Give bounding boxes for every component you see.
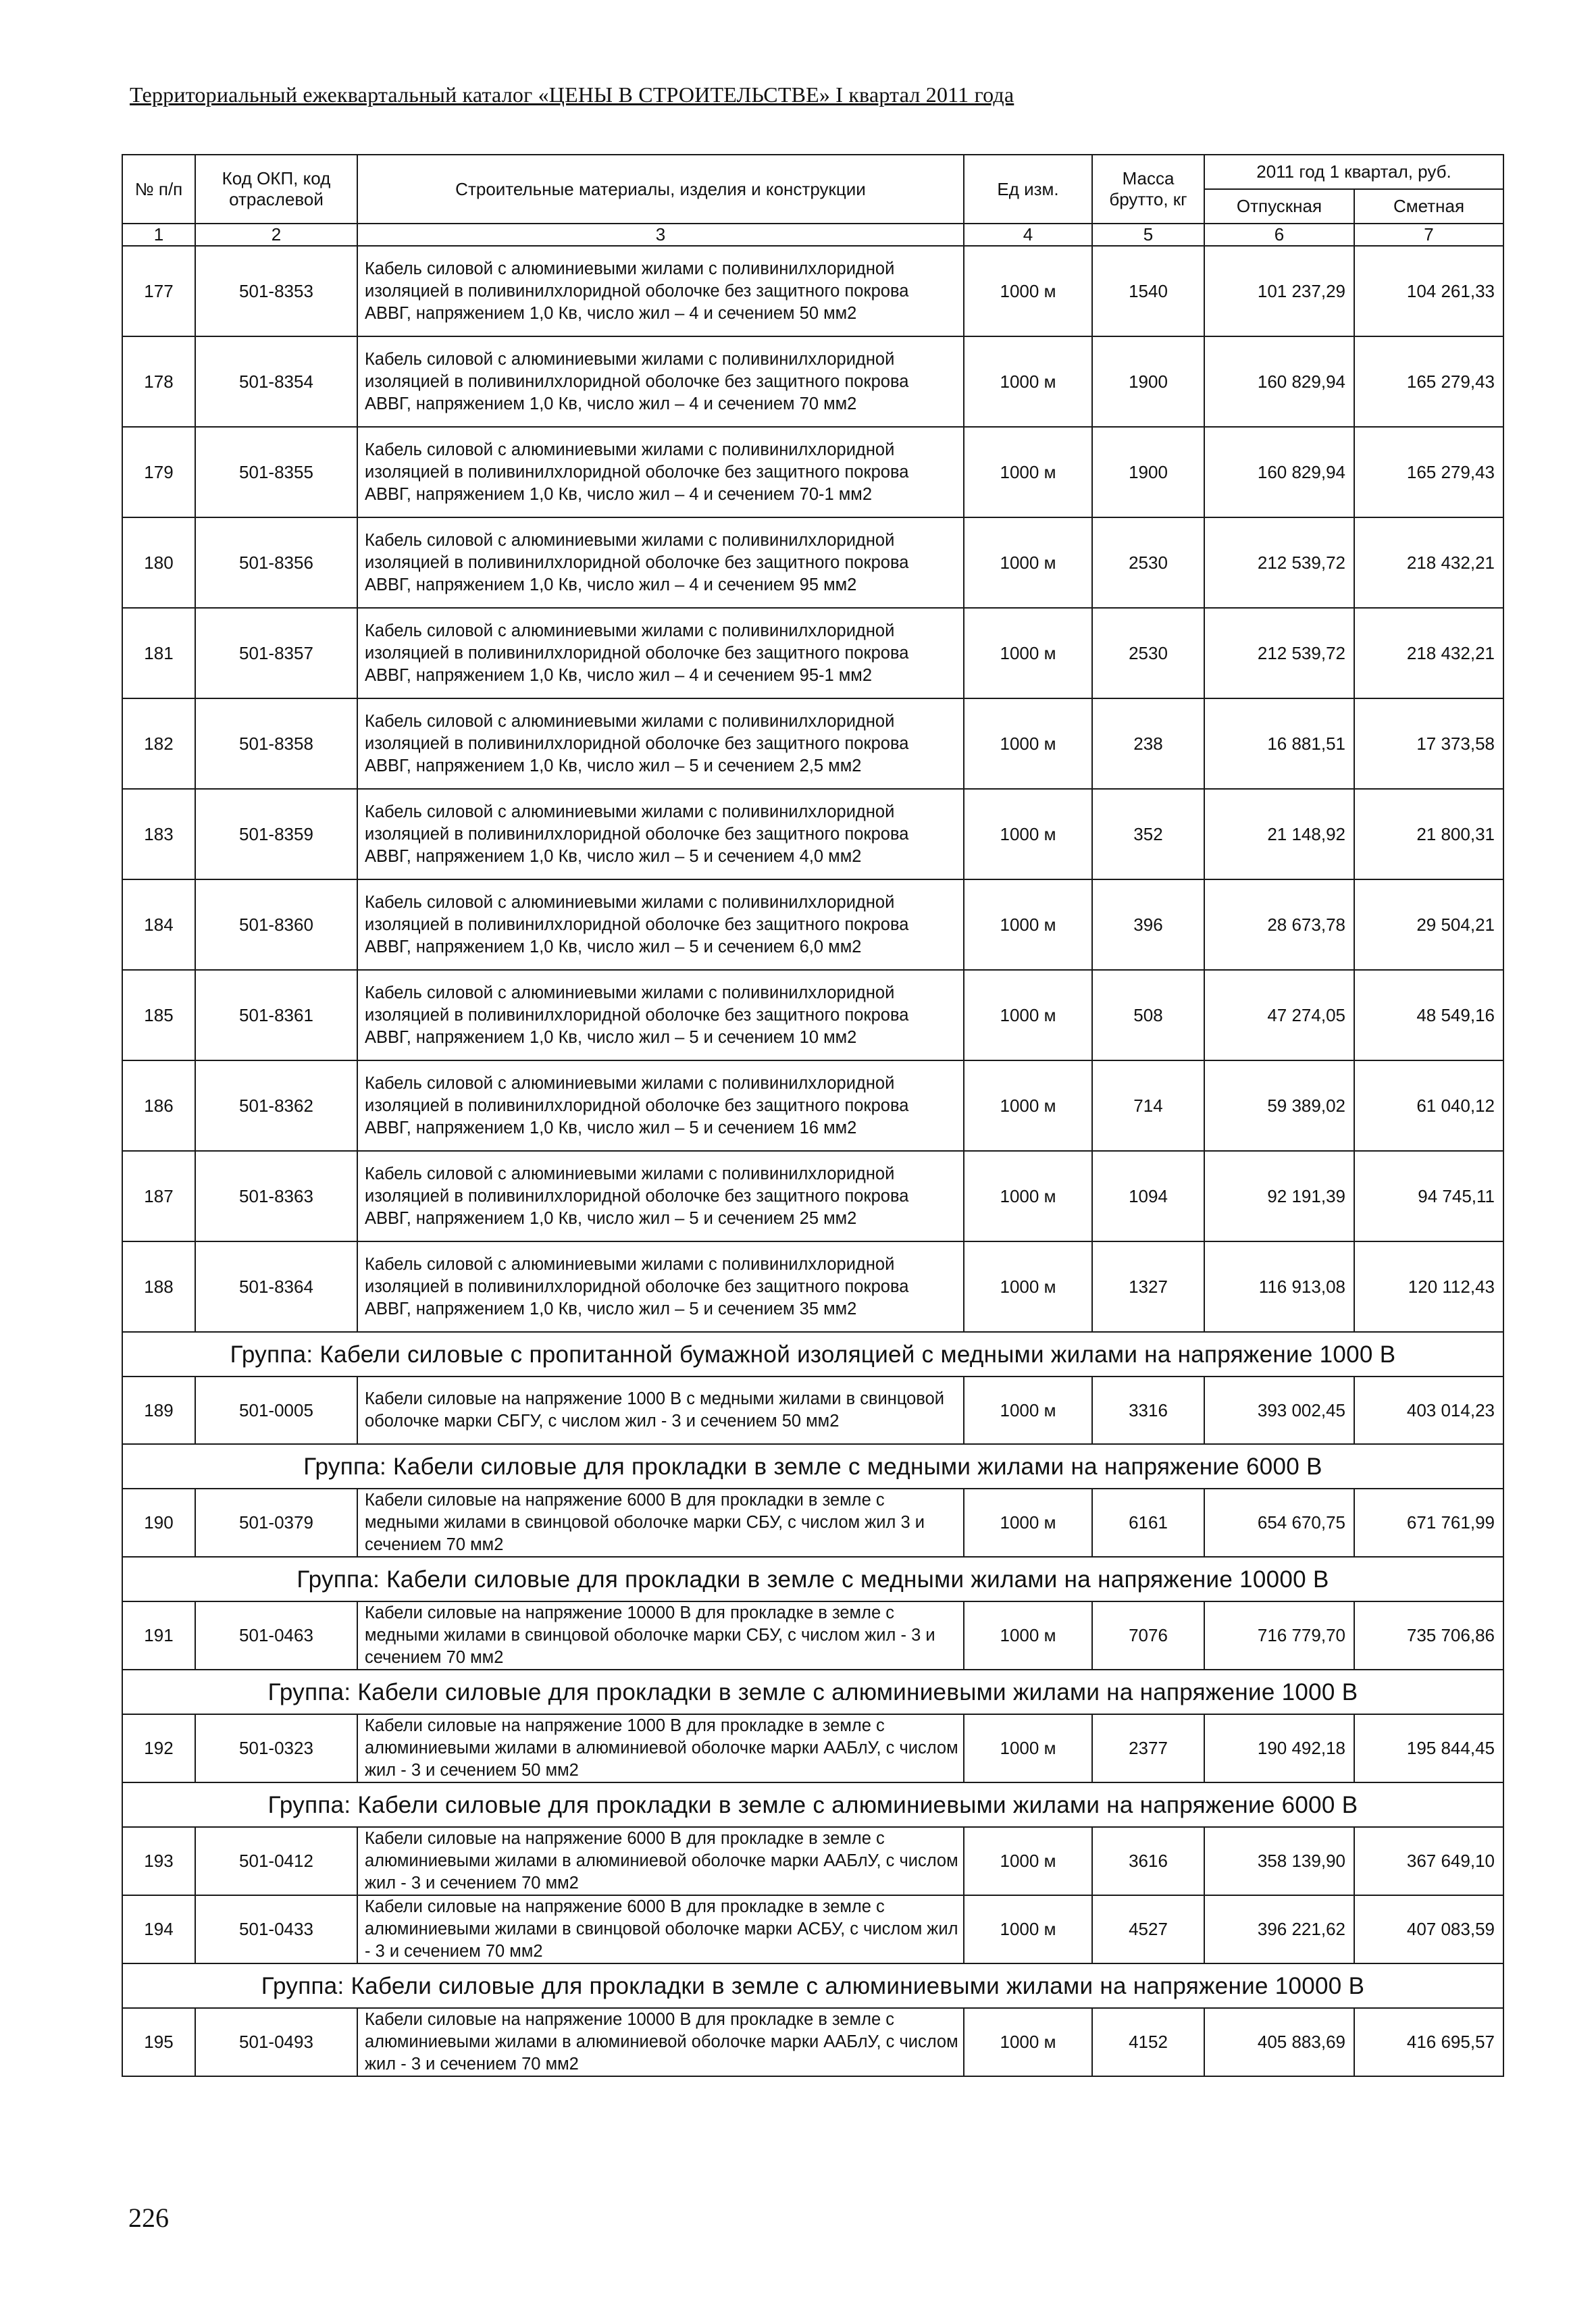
row-number: 190 xyxy=(122,1489,195,1557)
estimate-price: 120 112,43 xyxy=(1354,1241,1503,1332)
material-description: Кабели силовые на напряжение 6000 В для прокладки в земле с медными жилами в свинцовой оболочке марки СБУ, с числом жил 3 и сечением 70 мм2 xyxy=(357,1489,964,1557)
release-price: 396 221,62 xyxy=(1204,1895,1354,1963)
unit-cell: 1000 м xyxy=(964,2008,1092,2076)
mass-cell: 1900 xyxy=(1092,336,1204,427)
material-description: Кабели силовые на напряжение 6000 В для прокладке в земле с алюминиевыми жилами в алюминиевой оболочке марки ААБлУ, с числом жил - 3 и сечением 70 мм2 xyxy=(357,1827,964,1895)
unit-cell: 1000 м xyxy=(964,1895,1092,1963)
mass-cell: 6161 xyxy=(1092,1489,1204,1557)
col-header-release: Отпускная xyxy=(1204,189,1354,224)
release-price: 47 274,05 xyxy=(1204,970,1354,1060)
row-number: 181 xyxy=(122,608,195,698)
unit-cell: 1000 м xyxy=(964,427,1092,517)
group-header-row xyxy=(122,1332,1503,1377)
table-row xyxy=(122,1827,1503,1895)
material-description: Кабель силовой с алюминиевыми жилами с поливинилхлоридной изоляцией в поливинилхлоридной оболочке без защитного покрова АВВГ, напряжением 1,0 Кв, число жил – 5 и сечением 35 мм2 xyxy=(357,1241,964,1332)
group-title: Группа: Кабели силовые для прокладки в земле с алюминиевыми жилами на напряжение 1000 В xyxy=(122,1670,1503,1714)
page-title: Территориальный ежеквартальный каталог «ЦЕНЫ В СТРОИТЕЛЬСТВЕ» I квартал 2011 года xyxy=(130,82,1014,107)
header-row xyxy=(122,155,1503,189)
table-row xyxy=(122,517,1503,608)
row-number: 193 xyxy=(122,1827,195,1895)
unit-cell: 1000 м xyxy=(964,517,1092,608)
estimate-price: 104 261,33 xyxy=(1354,246,1503,336)
release-price: 393 002,45 xyxy=(1204,1377,1354,1444)
material-description: Кабели силовые на напряжение 10000 В для прокладке в земле с медными жилами в свинцовой оболочке марки СБУ, с числом жил - 3 и сечением 70 мм2 xyxy=(357,1601,964,1670)
estimate-price: 416 695,57 xyxy=(1354,2008,1503,2076)
group-title: Группа: Кабели силовые для прокладки в земле с алюминиевыми жилами на напряжение 10000 В xyxy=(122,1963,1503,2008)
column-number: 1 xyxy=(122,224,195,246)
mass-cell: 1094 xyxy=(1092,1151,1204,1241)
table-row xyxy=(122,1489,1503,1557)
okp-code: 501-0005 xyxy=(195,1377,357,1444)
okp-code: 501-0323 xyxy=(195,1714,357,1782)
unit-cell: 1000 м xyxy=(964,879,1092,970)
table-row xyxy=(122,1151,1503,1241)
group-header-row xyxy=(122,1782,1503,1827)
release-price: 59 389,02 xyxy=(1204,1060,1354,1151)
estimate-price: 218 432,21 xyxy=(1354,517,1503,608)
material-description: Кабели силовые на напряжение 6000 В для прокладке в земле с алюминиевыми жилами в свинцовой оболочке марки АСБУ, с числом жил - 3 и сечением 70 мм2 xyxy=(357,1895,964,1963)
row-number: 177 xyxy=(122,246,195,336)
col-header-estimate: Сметная xyxy=(1354,189,1503,224)
material-description: Кабель силовой с алюминиевыми жилами с поливинилхлоридной изоляцией в поливинилхлоридной оболочке без защитного покрова АВВГ, напряжением 1,0 Кв, число жил – 4 и сечением 70-1 мм2 xyxy=(357,427,964,517)
row-number: 180 xyxy=(122,517,195,608)
okp-code: 501-8359 xyxy=(195,789,357,879)
material-description: Кабель силовой с алюминиевыми жилами с поливинилхлоридной изоляцией в поливинилхлоридной оболочке без защитного покрова АВВГ, напряжением 1,0 Кв, число жил – 5 и сечением 16 мм2 xyxy=(357,1060,964,1151)
group-title: Группа: Кабели силовые для прокладки в земле с медными жилами на напряжение 6000 В xyxy=(122,1444,1503,1489)
unit-cell: 1000 м xyxy=(964,1151,1092,1241)
row-number: 187 xyxy=(122,1151,195,1241)
mass-cell: 2377 xyxy=(1092,1714,1204,1782)
column-number: 7 xyxy=(1354,224,1503,246)
column-number: 5 xyxy=(1092,224,1204,246)
okp-code: 501-8358 xyxy=(195,698,357,789)
table-row xyxy=(122,970,1503,1060)
release-price: 654 670,75 xyxy=(1204,1489,1354,1557)
table-row xyxy=(122,789,1503,879)
mass-cell: 2530 xyxy=(1092,517,1204,608)
material-description: Кабель силовой с алюминиевыми жилами с поливинилхлоридной изоляцией в поливинилхлоридной оболочке без защитного покрова АВВГ, напряжением 1,0 Кв, число жил – 5 и сечением 25 мм2 xyxy=(357,1151,964,1241)
group-header-row xyxy=(122,1963,1503,2008)
unit-cell: 1000 м xyxy=(964,1377,1092,1444)
column-number: 3 xyxy=(357,224,964,246)
estimate-price: 195 844,45 xyxy=(1354,1714,1503,1782)
mass-cell: 714 xyxy=(1092,1060,1204,1151)
material-description: Кабели силовые на напряжение 10000 В для прокладке в земле с алюминиевыми жилами в алюминиевой оболочке марки ААБлУ, с числом жил - 3 и сечением 70 мм2 xyxy=(357,2008,964,2076)
unit-cell: 1000 м xyxy=(964,246,1092,336)
table-row xyxy=(122,1895,1503,1963)
mass-cell: 508 xyxy=(1092,970,1204,1060)
okp-code: 501-8364 xyxy=(195,1241,357,1332)
material-description: Кабель силовой с алюминиевыми жилами с поливинилхлоридной изоляцией в поливинилхлоридной оболочке без защитного покрова АВВГ, напряжением 1,0 Кв, число жил – 4 и сечением 95-1 мм2 xyxy=(357,608,964,698)
okp-code: 501-8354 xyxy=(195,336,357,427)
estimate-price: 48 549,16 xyxy=(1354,970,1503,1060)
column-number: 4 xyxy=(964,224,1092,246)
release-price: 116 913,08 xyxy=(1204,1241,1354,1332)
mass-cell: 4527 xyxy=(1092,1895,1204,1963)
table-row xyxy=(122,1601,1503,1670)
release-price: 190 492,18 xyxy=(1204,1714,1354,1782)
group-header-row xyxy=(122,1444,1503,1489)
okp-code: 501-8355 xyxy=(195,427,357,517)
okp-code: 501-8362 xyxy=(195,1060,357,1151)
release-price: 21 148,92 xyxy=(1204,789,1354,879)
estimate-price: 94 745,11 xyxy=(1354,1151,1503,1241)
okp-code: 501-8353 xyxy=(195,246,357,336)
unit-cell: 1000 м xyxy=(964,789,1092,879)
unit-cell: 1000 м xyxy=(964,970,1092,1060)
unit-cell: 1000 м xyxy=(964,1060,1092,1151)
okp-code: 501-0493 xyxy=(195,2008,357,2076)
mass-cell: 2530 xyxy=(1092,608,1204,698)
unit-cell: 1000 м xyxy=(964,1489,1092,1557)
column-number: 2 xyxy=(195,224,357,246)
row-number: 184 xyxy=(122,879,195,970)
release-price: 160 829,94 xyxy=(1204,427,1354,517)
release-price: 160 829,94 xyxy=(1204,336,1354,427)
material-description: Кабель силовой с алюминиевыми жилами с поливинилхлоридной изоляцией в поливинилхлоридной оболочке без защитного покрова АВВГ, напряжением 1,0 Кв, число жил – 4 и сечением 95 мм2 xyxy=(357,517,964,608)
unit-cell: 1000 м xyxy=(964,608,1092,698)
okp-code: 501-8360 xyxy=(195,879,357,970)
row-number: 178 xyxy=(122,336,195,427)
release-price: 28 673,78 xyxy=(1204,879,1354,970)
row-number: 192 xyxy=(122,1714,195,1782)
row-number: 195 xyxy=(122,2008,195,2076)
unit-cell: 1000 м xyxy=(964,698,1092,789)
col-header-period: 2011 год 1 квартал, руб. xyxy=(1204,155,1503,189)
row-number: 179 xyxy=(122,427,195,517)
group-title: Группа: Кабели силовые для прокладки в земле с алюминиевыми жилами на напряжение 6000 В xyxy=(122,1782,1503,1827)
page-number: 226 xyxy=(128,2203,169,2233)
table-row xyxy=(122,1377,1503,1444)
estimate-price: 735 706,86 xyxy=(1354,1601,1503,1670)
estimate-price: 218 432,21 xyxy=(1354,608,1503,698)
mass-cell: 238 xyxy=(1092,698,1204,789)
okp-code: 501-0412 xyxy=(195,1827,357,1895)
material-description: Кабель силовой с алюминиевыми жилами с поливинилхлоридной изоляцией в поливинилхлоридной оболочке без защитного покрова АВВГ, напряжением 1,0 Кв, число жил – 5 и сечением 4,0 мм2 xyxy=(357,789,964,879)
row-number: 188 xyxy=(122,1241,195,1332)
column-number-row xyxy=(122,224,1503,246)
col-header-unit: Ед изм. xyxy=(964,155,1092,224)
row-number: 182 xyxy=(122,698,195,789)
estimate-price: 61 040,12 xyxy=(1354,1060,1503,1151)
estimate-price: 403 014,23 xyxy=(1354,1377,1503,1444)
estimate-price: 165 279,43 xyxy=(1354,336,1503,427)
okp-code: 501-8361 xyxy=(195,970,357,1060)
release-price: 101 237,29 xyxy=(1204,246,1354,336)
estimate-price: 165 279,43 xyxy=(1354,427,1503,517)
estimate-price: 17 373,58 xyxy=(1354,698,1503,789)
unit-cell: 1000 м xyxy=(964,1241,1092,1332)
row-number: 185 xyxy=(122,970,195,1060)
mass-cell: 396 xyxy=(1092,879,1204,970)
price-table xyxy=(122,154,1504,2077)
table-row xyxy=(122,336,1503,427)
group-title: Группа: Кабели силовые для прокладки в земле с медными жилами на напряжение 10000 В xyxy=(122,1557,1503,1601)
col-header-okp: Код ОКП, код отраслевой xyxy=(195,155,357,224)
okp-code: 501-0433 xyxy=(195,1895,357,1963)
table-body xyxy=(122,246,1503,2076)
material-description: Кабели силовые на напряжение 1000 В с медными жилами в свинцовой оболочке марки СБГУ, с числом жил - 3 и сечением 50 мм2 xyxy=(357,1377,964,1444)
row-number: 194 xyxy=(122,1895,195,1963)
row-number: 191 xyxy=(122,1601,195,1670)
table-row xyxy=(122,427,1503,517)
material-description: Кабель силовой с алюминиевыми жилами с поливинилхлоридной изоляцией в поливинилхлоридной оболочке без защитного покрова АВВГ, напряжением 1,0 Кв, число жил – 4 и сечением 50 мм2 xyxy=(357,246,964,336)
mass-cell: 7076 xyxy=(1092,1601,1204,1670)
table-row xyxy=(122,1241,1503,1332)
col-header-material: Строительные материалы, изделия и конструкции xyxy=(357,155,964,224)
material-description: Кабель силовой с алюминиевыми жилами с поливинилхлоридной изоляцией в поливинилхлоридной оболочке без защитного покрова АВВГ, напряжением 1,0 Кв, число жил – 5 и сечением 2,5 мм2 xyxy=(357,698,964,789)
material-description: Кабели силовые на напряжение 1000 В для прокладке в земле с алюминиевыми жилами в алюминиевой оболочке марки ААБлУ, с числом жил - 3 и сечением 50 мм2 xyxy=(357,1714,964,1782)
material-description: Кабель силовой с алюминиевыми жилами с поливинилхлоридной изоляцией в поливинилхлоридной оболочке без защитного покрова АВВГ, напряжением 1,0 Кв, число жил – 4 и сечением 70 мм2 xyxy=(357,336,964,427)
row-number: 189 xyxy=(122,1377,195,1444)
unit-cell: 1000 м xyxy=(964,1714,1092,1782)
col-header-num: № п/п xyxy=(122,155,195,224)
table-row xyxy=(122,698,1503,789)
table-row xyxy=(122,246,1503,336)
col-header-mass: Масса брутто, кг xyxy=(1092,155,1204,224)
estimate-price: 671 761,99 xyxy=(1354,1489,1503,1557)
unit-cell: 1000 м xyxy=(964,336,1092,427)
group-title: Группа: Кабели силовые с пропитанной бумажной изоляцией с медными жилами на напряжение 1000 В xyxy=(122,1332,1503,1377)
unit-cell: 1000 м xyxy=(964,1827,1092,1895)
mass-cell: 1900 xyxy=(1092,427,1204,517)
release-price: 212 539,72 xyxy=(1204,517,1354,608)
release-price: 716 779,70 xyxy=(1204,1601,1354,1670)
material-description: Кабель силовой с алюминиевыми жилами с поливинилхлоридной изоляцией в поливинилхлоридной оболочке без защитного покрова АВВГ, напряжением 1,0 Кв, число жил – 5 и сечением 10 мм2 xyxy=(357,970,964,1060)
okp-code: 501-8357 xyxy=(195,608,357,698)
estimate-price: 367 649,10 xyxy=(1354,1827,1503,1895)
material-description: Кабель силовой с алюминиевыми жилами с поливинилхлоридной изоляцией в поливинилхлоридной оболочке без защитного покрова АВВГ, напряжением 1,0 Кв, число жил – 5 и сечением 6,0 мм2 xyxy=(357,879,964,970)
mass-cell: 3316 xyxy=(1092,1377,1204,1444)
release-price: 212 539,72 xyxy=(1204,608,1354,698)
table-row xyxy=(122,879,1503,970)
row-number: 186 xyxy=(122,1060,195,1151)
okp-code: 501-0463 xyxy=(195,1601,357,1670)
estimate-price: 29 504,21 xyxy=(1354,879,1503,970)
release-price: 405 883,69 xyxy=(1204,2008,1354,2076)
table-row xyxy=(122,1060,1503,1151)
row-number: 183 xyxy=(122,789,195,879)
group-header-row xyxy=(122,1557,1503,1601)
table-row xyxy=(122,608,1503,698)
mass-cell: 352 xyxy=(1092,789,1204,879)
mass-cell: 4152 xyxy=(1092,2008,1204,2076)
column-number: 6 xyxy=(1204,224,1354,246)
table-row xyxy=(122,1714,1503,1782)
mass-cell: 1540 xyxy=(1092,246,1204,336)
okp-code: 501-0379 xyxy=(195,1489,357,1557)
mass-cell: 3616 xyxy=(1092,1827,1204,1895)
group-header-row xyxy=(122,1670,1503,1714)
estimate-price: 21 800,31 xyxy=(1354,789,1503,879)
release-price: 92 191,39 xyxy=(1204,1151,1354,1241)
mass-cell: 1327 xyxy=(1092,1241,1204,1332)
okp-code: 501-8363 xyxy=(195,1151,357,1241)
release-price: 16 881,51 xyxy=(1204,698,1354,789)
unit-cell: 1000 м xyxy=(964,1601,1092,1670)
estimate-price: 407 083,59 xyxy=(1354,1895,1503,1963)
release-price: 358 139,90 xyxy=(1204,1827,1354,1895)
okp-code: 501-8356 xyxy=(195,517,357,608)
table-row xyxy=(122,2008,1503,2076)
